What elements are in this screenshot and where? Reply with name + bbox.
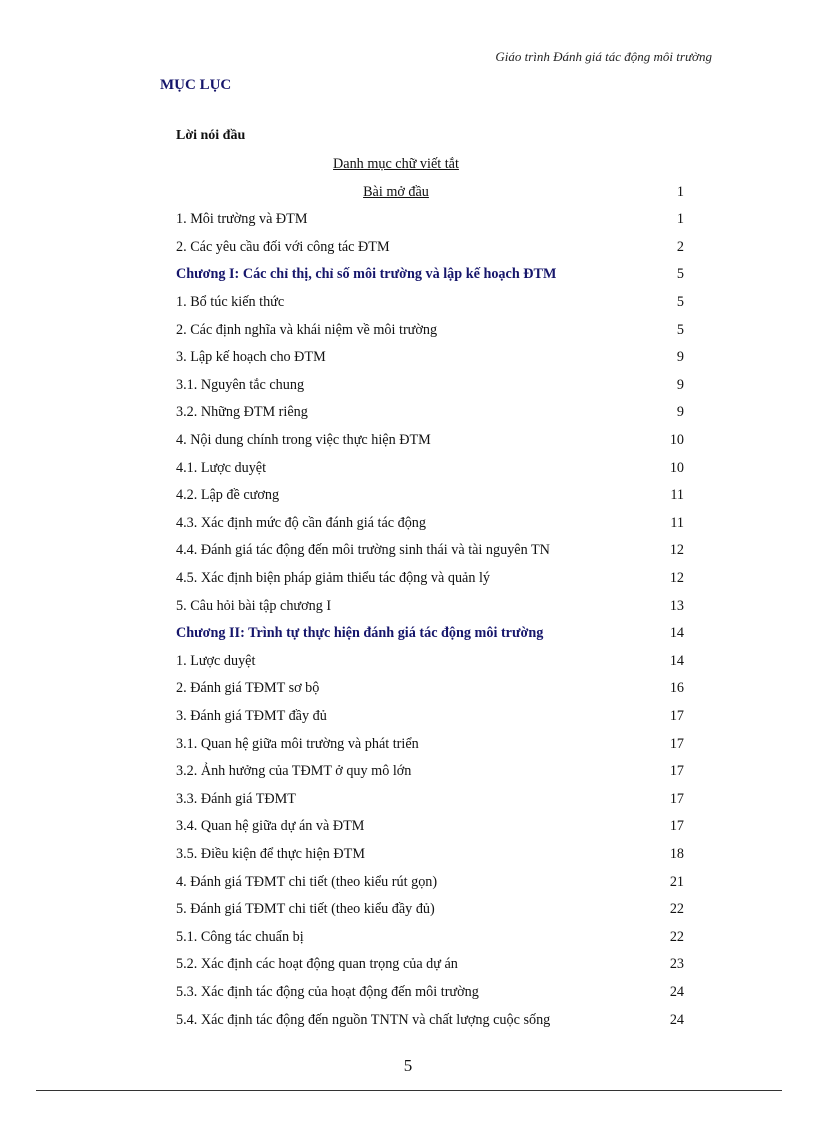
toc-entry-label: 1. Bổ túc kiến thức (176, 294, 285, 310)
toc-entry-page: 2 (676, 238, 684, 255)
footer-rule (36, 1090, 782, 1091)
toc-entry-page: 12 (669, 570, 684, 586)
toc-entry[interactable] (176, 789, 684, 809)
toc-entry[interactable] (176, 734, 684, 754)
toc-entry-label: 4. Đánh giá TĐMT chi tiết (theo kiểu rút gọn) (176, 873, 438, 890)
toc-entry-label: 1. Lược duyệt (176, 652, 256, 669)
toc-entry[interactable] (176, 347, 684, 367)
toc-entry-label: 4.3. Xác định mức độ cần đánh giá tác động (176, 514, 426, 531)
toc-entry-label: 3.4. Quan hệ giữa dự án và ĐTM (176, 818, 365, 835)
toc-entry[interactable] (176, 458, 684, 478)
toc-entry[interactable] (176, 706, 684, 726)
toc-entry-label: 3. Lập kế hoạch cho ĐTM (176, 349, 326, 366)
toc-entry-page: 22 (669, 901, 684, 918)
toc-entry-page: 13 (669, 597, 684, 614)
toc-entry[interactable] (176, 982, 684, 1002)
toc-entry-label: 5.2. Xác định các hoạt động quan trọng của dự án (176, 956, 458, 973)
toc-entry-label: 3.2. Những ĐTM riêng (176, 404, 308, 421)
toc-entry-label: 4. Nội dung chính trong việc thực hiện ĐTM (176, 432, 431, 448)
toc-entry-page: 17 (669, 735, 684, 752)
toc-entry[interactable] (176, 844, 684, 864)
toc-entry-page: 11 (670, 487, 684, 504)
toc-entry[interactable] (176, 678, 684, 698)
toc-entry[interactable] (176, 927, 684, 947)
toc-entry-page: 22 (669, 928, 684, 945)
toc-entry-page: 14 (669, 652, 684, 669)
toc-entry-page: 24 (669, 984, 684, 1000)
toc-entry-label: 3.3. Đánh giá TĐMT (176, 790, 296, 807)
toc-entry[interactable] (176, 320, 684, 340)
toc-entry-page: 9 (676, 376, 684, 393)
toc-entry-page: 10 (669, 432, 684, 448)
toc-entry[interactable] (176, 954, 684, 974)
toc-entry-label: 4.1. Lược duyệt (176, 459, 267, 476)
toc-entry[interactable] (176, 237, 684, 257)
toc-entry[interactable] (176, 816, 684, 836)
toc-heading: MỤC LỤC (160, 77, 232, 93)
toc-entry-label: 5.4. Xác định tác động đến nguồn TNTN và chất lượng cuộc sống (176, 1011, 551, 1028)
toc-entry[interactable] (176, 375, 684, 395)
toc-entry-page: 9 (676, 349, 684, 366)
toc-entry[interactable] (176, 209, 684, 229)
toc-entry[interactable] (176, 264, 684, 284)
toc-entry-page: 17 (669, 818, 684, 835)
toc-entry-page: 21 (669, 873, 684, 890)
toc-entry-page: 17 (669, 763, 684, 780)
toc-entry-page: 10 (669, 459, 684, 476)
toc-entry-page: 24 (669, 1011, 684, 1028)
toc-entry-label: 2. Các định nghĩa và khái niệm về môi trường (176, 321, 438, 338)
toc-entry-label: 5.1. Công tác chuẩn bị (176, 928, 304, 945)
toc-entry-page: 5 (676, 266, 684, 283)
toc-entry-page: 11 (670, 514, 684, 531)
toc-entry[interactable] (176, 899, 684, 919)
toc-entry-page: 12 (669, 542, 684, 559)
toc-entry-page: 17 (669, 790, 684, 807)
toc-entry[interactable] (176, 540, 684, 560)
toc-entry-label: 2. Đánh giá TĐMT sơ bộ (176, 680, 320, 697)
toc-entry-label: Chương I: Các chỉ thị, chỉ số môi trường và lập kế hoạch ĐTM (176, 266, 557, 283)
toc-entry-label: 3.5. Điều kiện để thực hiện ĐTM (176, 846, 365, 862)
toc-entry-label: 5. Câu hỏi bài tập chương I (176, 597, 332, 614)
toc-entry[interactable] (176, 402, 684, 422)
toc-entry[interactable] (176, 596, 684, 616)
page-number: 5 (403, 1056, 413, 1075)
toc-entry-page: 23 (669, 956, 684, 973)
toc-entry-label: 4.4. Đánh giá tác động đến môi trường sinh thái và tài nguyên TN (176, 542, 550, 559)
toc-intro-entry[interactable]: Lời nói đầu (176, 128, 246, 143)
toc-entry-label: 3.2. Ảnh hưởng của TĐMT ở quy mô lớn (176, 763, 412, 780)
toc-entry-label: Bài mở đầu (363, 183, 429, 200)
toc-entry[interactable] (176, 872, 684, 892)
toc-entry[interactable] (176, 513, 684, 533)
toc-entry-page: 5 (676, 321, 684, 338)
toc-entry-page: 16 (669, 680, 684, 697)
toc-entry-label: 3. Đánh giá TĐMT đầy đủ (176, 708, 327, 724)
toc-entry[interactable] (176, 761, 684, 781)
running-header-title: Giáo trình Đánh giá tác động môi trường (495, 49, 712, 64)
toc-entry-page: 5 (676, 294, 684, 310)
toc-entry[interactable] (176, 623, 684, 643)
toc-entry[interactable] (176, 1010, 684, 1030)
toc-entry[interactable] (176, 568, 684, 588)
toc-entry-label: 5. Đánh giá TĐMT chi tiết (theo kiểu đầy đủ) (176, 901, 435, 918)
toc-entry-label: 1. Môi trường và ĐTM (176, 211, 308, 228)
toc-entry[interactable] (176, 154, 684, 174)
toc-entry-page: 9 (676, 404, 684, 421)
toc-entry[interactable] (176, 651, 684, 671)
toc-entry-label: 4.2. Lập đề cương (176, 487, 280, 504)
toc-entry-label: 3.1. Quan hệ giữa môi trường và phát triển (176, 735, 419, 752)
toc-entry-page: 1 (676, 183, 684, 200)
toc-entry-page: 17 (669, 708, 684, 724)
toc-entry-page: 18 (669, 846, 684, 862)
toc-entry-page: 1 (676, 211, 684, 228)
toc-entry[interactable] (176, 292, 684, 312)
toc-entry-label: 2. Các yêu cầu đối với công tác ĐTM (176, 238, 390, 255)
toc-entry-label: 5.3. Xác định tác động của hoạt động đến môi trường (176, 984, 479, 1000)
toc-entry-label: 4.5. Xác định biện pháp giảm thiểu tác động và quản lý (176, 570, 491, 586)
toc-entry[interactable] (176, 430, 684, 450)
toc-entry-label: Danh mục chữ viết tắt (333, 156, 459, 172)
toc-entry-label: 3.1. Nguyên tắc chung (176, 376, 305, 393)
toc-entry-page: 14 (669, 625, 684, 642)
toc-entry[interactable] (176, 485, 684, 505)
toc-entry[interactable] (176, 182, 684, 202)
toc-entry-label: Chương II: Trình tự thực hiện đánh giá tác động môi trường (176, 625, 544, 642)
